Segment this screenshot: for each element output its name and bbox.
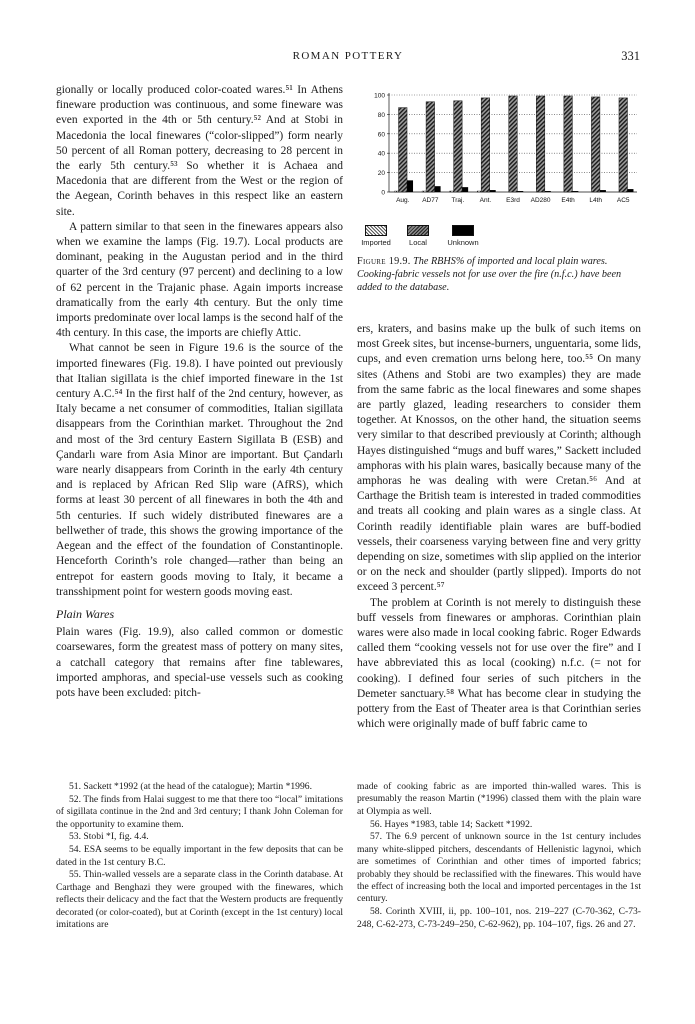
x-tick-label: E4th — [561, 197, 575, 204]
legend-swatch-imported — [365, 225, 387, 236]
bar-local — [426, 102, 435, 192]
x-tick-label: AD280 — [530, 197, 551, 204]
bar-imported — [477, 191, 481, 192]
footnote: 52. The finds from Halai suggest to me that there too “local” imitations of sigillata continue in the 2nd and 3rd century; I thank John Coleman for the opportunity to examine them. — [56, 793, 343, 830]
bar-local — [564, 96, 573, 192]
figure-caption-text: The RBHS% of imported and local plain wares. Cooking-fabric vessels not for use over the fire (n.f.c.) have been added to the database. — [357, 256, 622, 294]
figure-19-9 — [357, 83, 641, 303]
y-tick-label: 0 — [381, 189, 385, 197]
bar-unknown — [600, 190, 606, 192]
legend-label: Local — [409, 238, 427, 247]
y-tick-label: 40 — [377, 150, 385, 158]
paragraph: Plain wares (Fig. 19.9), also called common or domestic coarsewares, form the greatest mass of pottery on many sites, a catchall category that remains after fine tablewares, imported amphoras, and special-use vessels such as cooking pots have been excluded: pitch- — [56, 626, 343, 699]
bar-local — [399, 108, 408, 192]
bar-local — [591, 97, 600, 192]
paragraph: What cannot be seen in Figure 19.6 is the source of the imported finewares (Fig. 19.8). I have pointed out previously that Italian sigillata is the chief imported fineware in the 1st century A.C.⁵⁴ In the first half of the 2nd century, however, as Italy became a net consumer of commodities, Italian sigillata disappears from the Corinthian market. Throughout the 2nd and most of the 3rd century Eastern Sigillata B (ESB) and Çandarlı ware from Asia Minor are important. But Çandarlı ware nearly disappears from Corinth in the early 4th century and is replaced by African Red Slip ware (AfRS), which forms at least 30 percent of all finewares in both the 4th and 5th centuries. If such widely distributed finewares are a bellwether of trade, this shows the growing importance of the Aegean and the effect of the foundation of Constantinople. Henceforth Corinth’s role changed—rather than being an entrepot for eastern goods moving to Italy, it became a transshipment point for western goods moving east. — [56, 342, 343, 598]
paragraph: A pattern similar to that seen in the finewares appears also when we examine the lamps (Fig. 19.7). Local products are dominant, peaking in the Augustan period and in the third quarter of the 3rd century (97 percent) and declining to a low of 62 percent in the Trajanic phase. Again imports increase dramatically from the early 4th century. But the only time imports predominate over local lamps is the second half of the 4th century. In this case, the imports are chiefly Attic. — [56, 220, 343, 340]
bar-local — [481, 98, 490, 192]
bar-imported — [422, 191, 426, 192]
footnote: 55. Thin-walled vessels are a separate class in the Corinth database. At Carthage and Benghazi they were grouped with the finewares, which reflects their delicacy and the fact that the Western products are frequently decorated (or color-coated), but at Corinth (except in the 1st century) local imitations are — [56, 869, 343, 931]
bar-unknown — [462, 187, 468, 192]
running-title: ROMAN POTTERY — [292, 50, 404, 62]
paragraph: ers, kraters, and basins make up the bulk of such items on most Greek sites, but incense-burners, unguentaria, some lids, cups, and even cremation urns belong here, too.⁵⁵ On many sites (Athens and Stobi are two examples) they are made from the same fabric as the local finewares and some shapes are partly glazed, leading researchers to consider them together. At Knossos, on the other hand, the situation seems very similar to that described previously at Corinth; although Hayes distinguished “mugs and buff wares,” Sackett included amphoras with his plain wares, basically because many of the amphoras he was dealing with were Cretan.⁵⁶ And at Carthage the British team is interested in traded commodities and treats all cooking and plain wares as a single class. At Corinth readily identifiable plain wares are buff-bodied vessels, their coarseness varying between fine and very gritty depending on size, sometimes with slip applied on the interior or on the neck and shoulder (partly slipped). Imports do not exceed 3 percent.⁵⁷ — [357, 323, 641, 594]
page-number: 331 — [621, 49, 640, 63]
x-tick-label: Ant. — [479, 197, 492, 204]
footnote: 54. ESA seems to be equally important in the few deposits that can be dated in the 1st century B.C. — [56, 844, 343, 868]
footnotes-left — [56, 781, 343, 932]
paragraph: The problem at Corinth is not merely to distinguish these buff vessels from finewares or amphoras. Corinthian plain wares were also made in local cooking fabric. Roger Edwards called them “cooking vessels not for use over the fire” and I have abbreviated this as local (cooking) n.f.c. (= not for cooking). I defined four series of such pitchers in the Demeter sanctuary.⁵⁸ What has become clear in studying the pottery from the East of Theater area is that Corinthian series which were originally made of buff fabric came to — [357, 596, 641, 731]
footnote: 53. Stobi *I, fig. 4.4. — [69, 831, 149, 843]
legend-label: Unknown — [447, 238, 479, 247]
bar-unknown — [627, 189, 633, 192]
legend-swatch-unknown — [452, 225, 474, 236]
footnote: 56. Hayes *1983, table 14; Sackett *1992. — [370, 818, 533, 830]
running-header — [56, 50, 640, 70]
bar-local — [536, 96, 545, 192]
bar-chart — [357, 83, 641, 225]
bar-local — [454, 101, 463, 192]
bar-unknown — [517, 191, 523, 192]
section-heading: Plain Wares — [56, 606, 115, 621]
legend-label: Imported — [361, 238, 391, 247]
bar-local — [619, 98, 628, 192]
chart-legend — [357, 225, 641, 253]
paragraph: gionally or locally produced color-coated wares.⁵¹ In Athens fineware production was continuous, and some fineware was even exported in the 4th or 5th century.⁵² And at Stobi in Macedonia the local finewares (“color-slipped”) form nearly 50 percent of all Roman pottery, decreasing to 28 percent in the early 5th century.⁵³ So whether it is Achaea and Macedonia that are different from the West or the region of the Aegean, Corinth behaves in this respect like an eastern site. — [56, 84, 343, 218]
x-tick-label: AD77 — [422, 197, 439, 204]
footnotes-right — [357, 781, 641, 931]
footnote: 51. Sackett *1992 (at the head of the catalogue); Martin *1996. — [69, 781, 312, 792]
bar-unknown — [490, 190, 496, 192]
bar-unknown — [572, 191, 578, 192]
y-tick-label: 80 — [377, 111, 385, 119]
bar-imported — [395, 191, 399, 192]
bar-unknown — [435, 186, 441, 192]
figure-label: Figure 19.9. — [357, 256, 411, 267]
legend-item-local — [403, 225, 433, 247]
legend-item-unknown — [443, 225, 483, 247]
bar-unknown — [545, 191, 551, 192]
x-tick-label: L4th — [589, 197, 602, 204]
bar-local — [509, 96, 518, 192]
footnote: 57. The 6.9 percent of unknown source in the 1st century includes many white-slipped pitchers, descendants of Hellenistic lagynoi, which are sometimes of Corinthian and other times of imported fabrics; probably they should be reclassified with the finewares. This would have the effect of increasing both the local and imported percentages in the 1st century. — [357, 831, 641, 905]
x-tick-label: E3rd — [506, 197, 520, 204]
y-tick-label: 20 — [377, 170, 385, 178]
footnote: made of cooking fabric as are imported thin-walled wares. This is presumably the reason Martin (*1996) classed them with the plain ware at Olympia as well. — [357, 781, 641, 817]
x-tick-label: Traj. — [451, 197, 465, 204]
bar-imported — [450, 191, 454, 192]
bar-unknown — [407, 180, 413, 192]
x-tick-label: AC5 — [616, 197, 630, 204]
legend-item-imported — [359, 225, 393, 247]
figure-caption — [357, 255, 641, 295]
y-tick-label: 60 — [377, 131, 385, 139]
right-column — [357, 322, 641, 732]
x-tick-label: Aug. — [396, 197, 410, 204]
footnote: 58. Corinth XVIII, ii, pp. 100–101, nos. 219–227 (C-70-362, C-73-248, C-62-273, C-73-249–250, C-62-962), pp. 104–107, figs. 26 and 27. — [357, 906, 641, 930]
y-tick-label: 100 — [374, 92, 385, 100]
legend-swatch-local — [407, 225, 429, 236]
left-column — [56, 83, 343, 701]
